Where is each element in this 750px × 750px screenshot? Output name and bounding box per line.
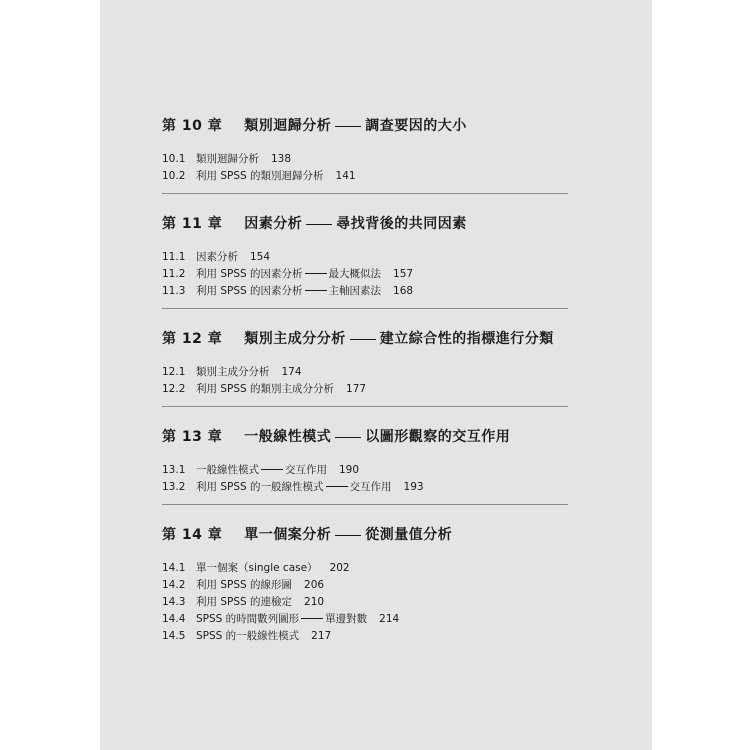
section-entry (162, 282, 572, 299)
section-title-suffix: 單邊對數 (325, 613, 368, 625)
section-title: 類別迴歸分析 (196, 153, 259, 165)
section-entry (162, 461, 572, 478)
chapter-14 (162, 521, 572, 644)
section-number: 14.4 (162, 612, 186, 625)
chapter-title: 因素分析 (244, 216, 303, 232)
section-title: 利用 SPSS 的線形圖 (196, 579, 293, 591)
section-page: 138 (271, 152, 292, 165)
chapter-subtitle: 尋找背後的共同因素 (336, 216, 467, 232)
section-number: 11.1 (162, 250, 186, 263)
section-page: 177 (346, 382, 367, 395)
section-number: 13.1 (162, 463, 186, 476)
chapter-subtitle: 建立綜合性的指標進行分類 (379, 331, 554, 347)
section-number: 10.2 (162, 169, 186, 182)
chapter-heading (162, 423, 572, 449)
section-title: 一般線性模式 (196, 464, 259, 476)
section-number: 14.3 (162, 595, 186, 608)
section-title: 利用 SPSS 的一般線性模式 (196, 481, 324, 493)
section-entry (162, 248, 572, 265)
chapter-number: 第 10 章 (162, 118, 223, 134)
section-page: 190 (339, 463, 360, 476)
section-title-suffix: 主軸因素法 (328, 285, 382, 297)
chapter-number: 第 11 章 (162, 216, 223, 232)
chapter-title: 一般線性模式 (244, 429, 332, 445)
em-dash (305, 273, 327, 274)
section-entry (162, 150, 572, 167)
chapter-12 (162, 325, 572, 407)
section-title: 類別主成分分析 (196, 366, 270, 378)
divider (162, 504, 568, 505)
section-entry (162, 265, 572, 282)
chapter-heading (162, 521, 572, 547)
section-number: 12.2 (162, 382, 186, 395)
section-title-suffix: 交互作用 (349, 481, 392, 493)
section-page: 157 (393, 267, 414, 280)
em-dash (335, 437, 361, 438)
chapter-number: 第 14 章 (162, 527, 223, 543)
section-page: 214 (379, 612, 400, 625)
chapter-title: 類別主成分分析 (244, 331, 346, 347)
section-title: 利用 SPSS 的因素分析 (196, 285, 303, 297)
em-dash (326, 486, 348, 487)
divider (162, 193, 568, 194)
section-number: 11.3 (162, 284, 186, 297)
section-title: 因素分析 (196, 251, 238, 263)
chapter-heading (162, 210, 572, 236)
section-entry (162, 576, 572, 593)
em-dash (306, 224, 332, 225)
chapter-10 (162, 112, 572, 194)
chapter-11 (162, 210, 572, 309)
em-dash (261, 469, 283, 470)
section-list (162, 461, 572, 495)
table-of-contents (162, 112, 572, 644)
section-entry (162, 559, 572, 576)
section-page: 154 (250, 250, 271, 263)
divider (162, 308, 568, 309)
section-page: 217 (311, 629, 332, 642)
section-number: 10.1 (162, 152, 186, 165)
section-number: 14.2 (162, 578, 186, 591)
section-title: SPSS 的一般線性模式 (196, 630, 300, 642)
section-list (162, 363, 572, 397)
section-entry (162, 610, 572, 627)
chapter-heading (162, 325, 572, 351)
book-page (100, 0, 652, 750)
section-title-suffix: 交互作用 (285, 464, 327, 476)
em-dash (335, 535, 361, 536)
chapter-title: 類別迴歸分析 (244, 118, 332, 134)
section-entry (162, 380, 572, 397)
em-dash (335, 126, 361, 127)
section-page: 174 (281, 365, 302, 378)
divider (162, 406, 568, 407)
section-entry (162, 478, 572, 495)
em-dash (301, 618, 323, 619)
section-title: 利用 SPSS 的類別主成分分析 (196, 383, 335, 395)
section-title: 利用 SPSS 的連檢定 (196, 596, 293, 608)
section-page: 193 (403, 480, 424, 493)
section-number: 13.2 (162, 480, 186, 493)
chapter-subtitle: 以圖形觀察的交互作用 (365, 429, 511, 445)
section-title: 利用 SPSS 的類別迴歸分析 (196, 170, 324, 182)
section-entry (162, 593, 572, 610)
chapter-number: 第 13 章 (162, 429, 223, 445)
em-dash (350, 339, 376, 340)
chapter-subtitle: 調查要因的大小 (365, 118, 467, 134)
section-title-suffix: 最大概似法 (328, 268, 382, 280)
section-number: 11.2 (162, 267, 186, 280)
section-page: 202 (329, 561, 350, 574)
chapter-13 (162, 423, 572, 505)
chapter-title: 單一個案分析 (244, 527, 332, 543)
section-entry (162, 363, 572, 380)
section-number: 14.5 (162, 629, 186, 642)
em-dash (305, 290, 327, 291)
section-number: 12.1 (162, 365, 186, 378)
section-number: 14.1 (162, 561, 186, 574)
chapter-number: 第 12 章 (162, 331, 223, 347)
section-title: 利用 SPSS 的因素分析 (196, 268, 303, 280)
section-page: 141 (335, 169, 356, 182)
chapter-subtitle: 從測量值分析 (365, 527, 453, 543)
section-page: 210 (304, 595, 325, 608)
section-list (162, 559, 572, 644)
section-entry (162, 167, 572, 184)
section-page: 206 (304, 578, 325, 591)
section-list (162, 150, 572, 184)
section-title: SPSS 的時間數列圖形 (196, 613, 300, 625)
section-title: 單一個案（single case） (196, 562, 318, 574)
chapter-heading (162, 112, 572, 138)
section-list (162, 248, 572, 299)
section-entry (162, 627, 572, 644)
section-page: 168 (393, 284, 414, 297)
